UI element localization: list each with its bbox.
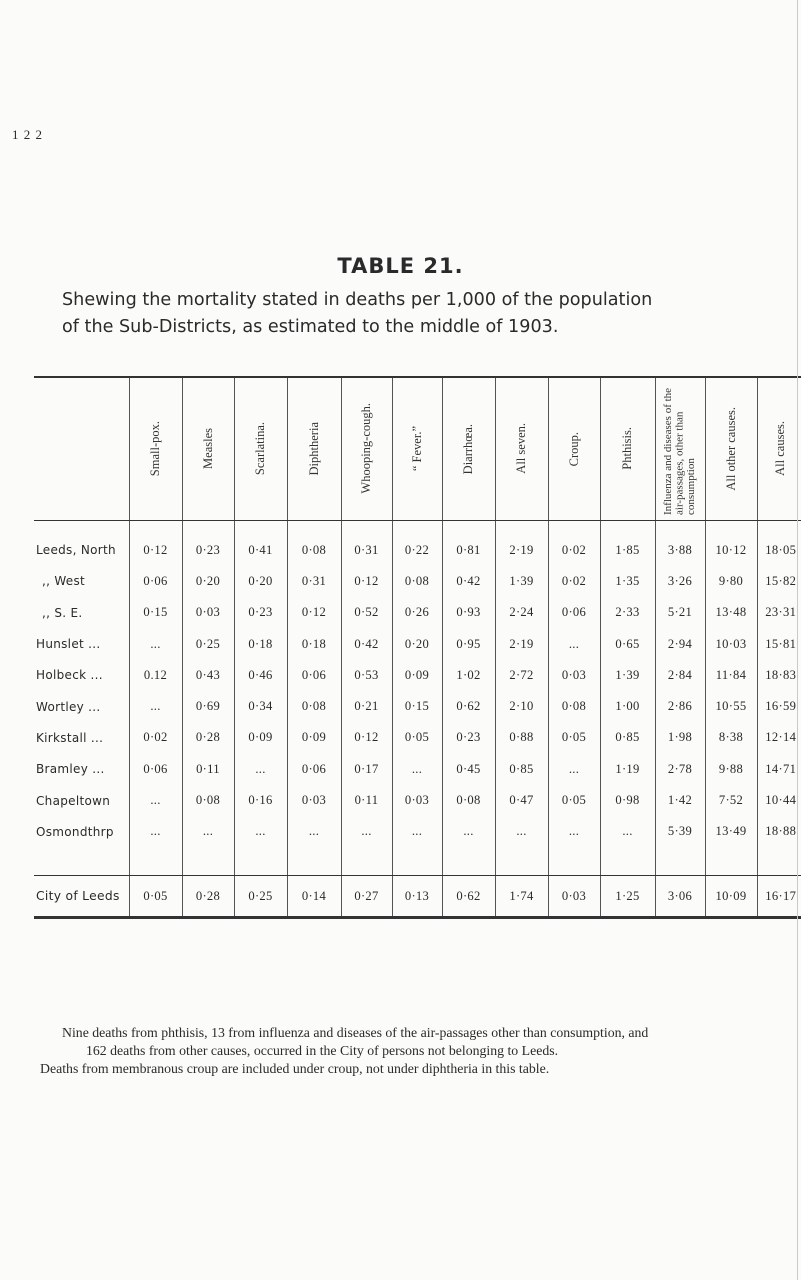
cell: 0·45	[442, 754, 495, 785]
cell: ...	[600, 816, 655, 847]
cell: 1·02	[442, 660, 495, 691]
cell: 0·08	[182, 785, 234, 816]
cell: 0·03	[392, 785, 442, 816]
cell: 10·03	[705, 628, 757, 659]
table-row	[34, 597, 801, 628]
cell: 1·42	[655, 785, 705, 816]
cell: 2·72	[495, 660, 548, 691]
table-title: TABLE 21.	[337, 254, 464, 278]
cell: 3·26	[655, 566, 705, 597]
cell: 2·19	[495, 628, 548, 659]
cell: 7·52	[705, 785, 757, 816]
cell: 12·14	[757, 722, 801, 753]
total-cell: 1·74	[495, 876, 548, 918]
cell: 0·06	[129, 566, 182, 597]
cell: 0·41	[234, 520, 287, 566]
mortality-table	[34, 376, 801, 919]
cell: 0·62	[442, 691, 495, 722]
header-diphtheria: Diphtheria	[287, 377, 341, 520]
header-scarlatina: Scarlatina.	[234, 377, 287, 520]
row-label: Osmondthrp	[36, 824, 114, 839]
cell: 1·00	[600, 691, 655, 722]
cell: 1·19	[600, 754, 655, 785]
cell: 0·12	[287, 597, 341, 628]
table-row	[34, 754, 801, 785]
cell: 0·20	[182, 566, 234, 597]
cell: ...	[341, 816, 392, 847]
cell: 9·80	[705, 566, 757, 597]
row-label: Leeds, North	[36, 543, 116, 558]
header-phthisis: Phthisis.	[600, 377, 655, 520]
cell: 2·19	[495, 520, 548, 566]
cell: 0·20	[392, 628, 442, 659]
cell: ...	[129, 785, 182, 816]
cell: ...	[182, 816, 234, 847]
row-label: Hunslet ...	[36, 637, 101, 652]
cell: 0·15	[129, 597, 182, 628]
cell: 0·08	[287, 691, 341, 722]
cell: 2·94	[655, 628, 705, 659]
footnote-line-3: Deaths from membranous croup are included under croup, not under diphtheria in this table.	[40, 1061, 550, 1076]
cell: 0·09	[287, 722, 341, 753]
cell: 0·05	[548, 785, 600, 816]
cell: 0·08	[392, 566, 442, 597]
cell: 0·31	[341, 520, 392, 566]
cell: 0·23	[442, 722, 495, 753]
cell: 0·02	[129, 722, 182, 753]
spacer-row	[34, 847, 801, 876]
cell: 0·26	[392, 597, 442, 628]
cell: ...	[548, 754, 600, 785]
cell: 8·38	[705, 722, 757, 753]
cell: 0.12	[129, 660, 182, 691]
cell: 0·43	[182, 660, 234, 691]
cell: 0·06	[287, 660, 341, 691]
cell: ...	[495, 816, 548, 847]
cell: 0·85	[495, 754, 548, 785]
cell: ...	[392, 754, 442, 785]
cell: 0·03	[182, 597, 234, 628]
cell: 0·98	[600, 785, 655, 816]
cell: 3·88	[655, 520, 705, 566]
cell: ...	[129, 691, 182, 722]
footnote-line-2: 162 deaths from other causes, occurred in the City of persons not belonging to Leeds.	[86, 1043, 559, 1058]
cell: 0·21	[341, 691, 392, 722]
cell: 0·28	[182, 722, 234, 753]
cell: 10·55	[705, 691, 757, 722]
header-small-pox: Small-pox.	[129, 377, 182, 520]
cell: ...	[129, 816, 182, 847]
cell: 0·08	[442, 785, 495, 816]
cell: 5·39	[655, 816, 705, 847]
table-row	[34, 660, 801, 691]
cell: 0·02	[548, 520, 600, 566]
total-cell: 0·14	[287, 876, 341, 918]
cell: 0·06	[548, 597, 600, 628]
cell: 0·88	[495, 722, 548, 753]
page-edge-divider	[797, 0, 798, 1280]
cell: 1·35	[600, 566, 655, 597]
cell: 2·84	[655, 660, 705, 691]
total-cell: 0·03	[548, 876, 600, 918]
cell: ...	[548, 628, 600, 659]
cell: 18·88	[757, 816, 801, 847]
cell: 0·52	[341, 597, 392, 628]
row-label: Kirkstall ...	[36, 730, 104, 745]
cell: 10·12	[705, 520, 757, 566]
total-cell: 0·25	[234, 876, 287, 918]
cell: 0·18	[287, 628, 341, 659]
cell: 2·78	[655, 754, 705, 785]
cell: 0·42	[442, 566, 495, 597]
table-row	[34, 785, 801, 816]
cell: 0·95	[442, 628, 495, 659]
table-row	[34, 816, 801, 847]
cell: 14·71	[757, 754, 801, 785]
cell: 0·25	[182, 628, 234, 659]
cell: 0·23	[182, 520, 234, 566]
total-cell: 0·13	[392, 876, 442, 918]
cell: 0·81	[442, 520, 495, 566]
cell: 0·18	[234, 628, 287, 659]
cell: 0·12	[341, 566, 392, 597]
total-cell: 0·62	[442, 876, 495, 918]
row-label: ,, West	[42, 574, 86, 589]
row-label: Wortley ...	[36, 699, 101, 714]
total-cell: 1·25	[600, 876, 655, 918]
header-fever: “ Fever.”	[392, 377, 442, 520]
subtitle-line-2: of the Sub-Districts, as estimated to the middle of 1903.	[62, 317, 559, 337]
table-row	[34, 628, 801, 659]
cell: 0·85	[600, 722, 655, 753]
cell: 0·03	[548, 660, 600, 691]
total-cell: 3·06	[655, 876, 705, 918]
header-all-other-causes: All other causes.	[705, 377, 757, 520]
total-cell: 10·09	[705, 876, 757, 918]
cell: 1·39	[495, 566, 548, 597]
cell: 15·82	[757, 566, 801, 597]
cell: 0·20	[234, 566, 287, 597]
cell: 0·93	[442, 597, 495, 628]
total-row	[34, 876, 801, 918]
cell: 0·05	[548, 722, 600, 753]
cell: 0·02	[548, 566, 600, 597]
header-diarrhoea: Diarrhœa.	[442, 377, 495, 520]
total-label: City of Leeds	[34, 876, 129, 918]
cell: 1·39	[600, 660, 655, 691]
footnotes	[40, 1024, 800, 1078]
header-measles: Measles	[182, 377, 234, 520]
table-row	[34, 566, 801, 597]
cell: 0·11	[341, 785, 392, 816]
row-label: Chapeltown	[36, 793, 111, 808]
cell: 0·31	[287, 566, 341, 597]
cell: 23·31	[757, 597, 801, 628]
cell: 2·24	[495, 597, 548, 628]
cell: 0·05	[392, 722, 442, 753]
cell: 0·12	[341, 722, 392, 753]
cell: 0·65	[600, 628, 655, 659]
cell: 13·48	[705, 597, 757, 628]
cell: 11·84	[705, 660, 757, 691]
cell: ...	[548, 816, 600, 847]
cell: 0·06	[287, 754, 341, 785]
cell: 10·44	[757, 785, 801, 816]
table-row	[34, 520, 801, 566]
cell: 0·46	[234, 660, 287, 691]
header-all-causes: All causes.	[757, 377, 801, 520]
header-all-seven: All seven.	[495, 377, 548, 520]
subtitle-line-1: Shewing the mortality stated in deaths per 1,000 of the population	[62, 290, 653, 310]
cell: 0·08	[287, 520, 341, 566]
cell: 1·85	[600, 520, 655, 566]
cell: 0·22	[392, 520, 442, 566]
cell: 0·11	[182, 754, 234, 785]
cell: 0·17	[341, 754, 392, 785]
cell: 0·08	[548, 691, 600, 722]
cell: ...	[442, 816, 495, 847]
page-number: 1 2 2	[12, 127, 43, 142]
cell: 2·86	[655, 691, 705, 722]
cell: 0·47	[495, 785, 548, 816]
cell: 9·88	[705, 754, 757, 785]
cell: 0·34	[234, 691, 287, 722]
total-cell: 0·05	[129, 876, 182, 918]
cell: 16·59	[757, 691, 801, 722]
cell: ...	[287, 816, 341, 847]
cell: 0·09	[392, 660, 442, 691]
cell: 15·81	[757, 628, 801, 659]
total-cell: 0·27	[341, 876, 392, 918]
header-croup: Croup.	[548, 377, 600, 520]
row-label: ,, S. E.	[42, 605, 83, 620]
cell: 2·10	[495, 691, 548, 722]
table-row	[34, 722, 801, 753]
cell: 0·09	[234, 722, 287, 753]
cell: ...	[392, 816, 442, 847]
header-whooping-cough: Whooping-cough.	[341, 377, 392, 520]
cell: 0·06	[129, 754, 182, 785]
cell: 0·16	[234, 785, 287, 816]
total-cell: 0·28	[182, 876, 234, 918]
cell: 0·03	[287, 785, 341, 816]
cell: 1·98	[655, 722, 705, 753]
total-cell: 16·17	[757, 876, 801, 918]
cell: ...	[234, 816, 287, 847]
cell: ...	[234, 754, 287, 785]
cell: 13·49	[705, 816, 757, 847]
cell: 18·83	[757, 660, 801, 691]
cell: 0·42	[341, 628, 392, 659]
header-influenza: Influenza and diseases of the air-passages, other than consumption	[655, 377, 705, 520]
cell: 18·05	[757, 520, 801, 566]
cell: 0·12	[129, 520, 182, 566]
cell: 2·33	[600, 597, 655, 628]
cell: 5·21	[655, 597, 705, 628]
cell: 0·15	[392, 691, 442, 722]
cell: 0·23	[234, 597, 287, 628]
table-subtitle	[62, 287, 752, 341]
row-label: Holbeck ...	[36, 668, 103, 683]
cell: ...	[129, 628, 182, 659]
cell: 0·53	[341, 660, 392, 691]
header-sub-district	[34, 377, 129, 520]
table-row	[34, 691, 801, 722]
footnote-line-1: Nine deaths from phthisis, 13 from influenza and diseases of the air-passages other than consumption, and	[62, 1025, 649, 1040]
header-row	[34, 377, 801, 520]
cell: 0·69	[182, 691, 234, 722]
row-label: Bramley ...	[36, 762, 105, 777]
